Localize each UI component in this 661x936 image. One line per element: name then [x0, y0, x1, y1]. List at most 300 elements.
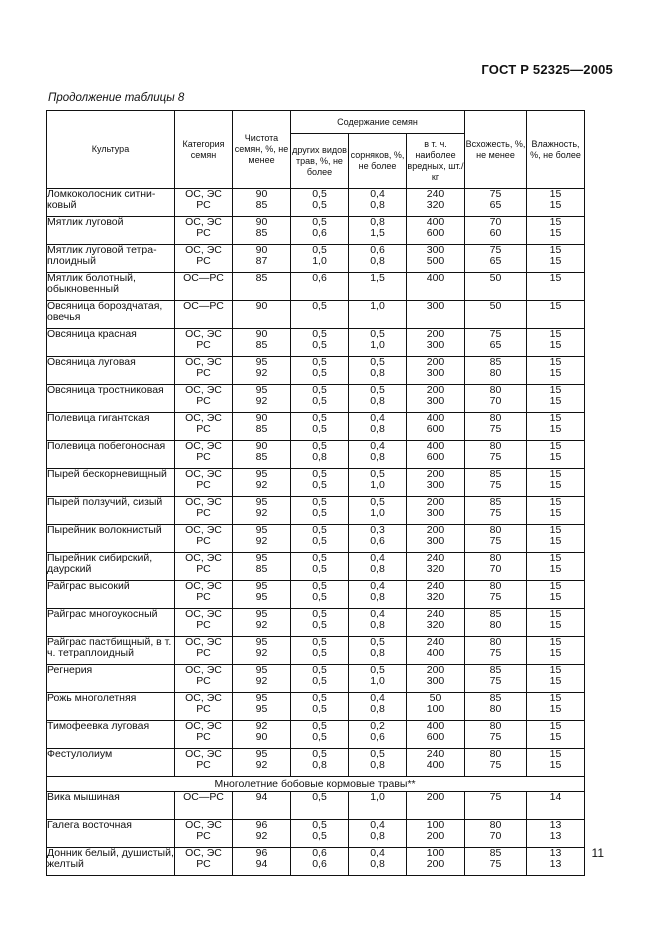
germination-value: 75 — [489, 535, 502, 547]
weeds-value: 1,0 — [370, 339, 385, 351]
moisture-value: 13 — [549, 858, 562, 870]
harmful-cell — [407, 609, 465, 637]
harmful-value: 300 — [426, 535, 445, 547]
germination-cell — [465, 721, 527, 749]
harmful-value: 200 — [426, 356, 445, 368]
weeds-value: 0,5 — [370, 664, 385, 676]
other-species-cell — [291, 749, 349, 777]
weeds-cell — [349, 665, 407, 693]
moisture-cell — [527, 792, 585, 820]
purity-cell — [233, 820, 291, 848]
germination-value: 70 — [489, 563, 502, 575]
category-value: РС — [196, 619, 211, 631]
harmful-value: 400 — [426, 216, 445, 228]
other-species-value: 0,5 — [312, 636, 327, 648]
harmful-cell — [407, 525, 465, 553]
category-cell — [175, 749, 233, 777]
moisture-cell — [527, 469, 585, 497]
culture-name: Овсяница красная — [47, 328, 137, 340]
category-cell — [175, 273, 233, 301]
culture-name: Райграс высокий — [47, 580, 130, 592]
harmful-value: 300 — [426, 479, 445, 491]
moisture-value: 15 — [549, 339, 562, 351]
category-value: РС — [196, 731, 211, 743]
category-value: ОС, ЭС — [185, 496, 222, 508]
germination-value: 80 — [489, 384, 502, 396]
purity-value: 95 — [255, 524, 268, 536]
harmful-value: 100 — [426, 819, 445, 831]
weeds-value: 0,8 — [370, 858, 385, 870]
other-species-cell — [291, 273, 349, 301]
purity-value: 95 — [255, 692, 268, 704]
culture-name-cell — [47, 469, 175, 497]
germination-cell — [465, 329, 527, 357]
germination-value: 75 — [489, 479, 502, 491]
culture-name-cell — [47, 441, 175, 469]
header-purity: Чистота семян, %, не менее — [233, 111, 291, 189]
category-value: РС — [196, 479, 211, 491]
header-weeds: сорняков, %, не более — [349, 134, 407, 189]
purity-value: 90 — [255, 328, 268, 340]
culture-name: Галега восточная — [47, 819, 132, 831]
purity-value: 92 — [255, 479, 268, 491]
moisture-value: 15 — [549, 731, 562, 743]
germination-value: 75 — [489, 791, 502, 803]
weeds-value: 0,4 — [370, 188, 385, 200]
weeds-value: 1,0 — [370, 791, 385, 803]
germination-value: 70 — [489, 216, 502, 228]
moisture-value: 13 — [549, 830, 562, 842]
category-value: ОС, ЭС — [185, 692, 222, 704]
moisture-value: 15 — [549, 619, 562, 631]
category-cell — [175, 469, 233, 497]
harmful-value: 200 — [426, 384, 445, 396]
table-row — [47, 273, 585, 301]
document-code: ГОСТ Р 52325—2005 — [481, 62, 613, 77]
purity-value: 85 — [255, 199, 268, 211]
other-species-value: 0,5 — [312, 412, 327, 424]
harmful-value: 240 — [426, 580, 445, 592]
germination-cell — [465, 637, 527, 665]
germination-cell — [465, 385, 527, 413]
moisture-value: 15 — [549, 356, 562, 368]
harmful-value: 320 — [426, 591, 445, 603]
culture-name-cell — [47, 301, 175, 329]
moisture-value: 15 — [549, 395, 562, 407]
germination-value: 75 — [489, 507, 502, 519]
harmful-value: 200 — [426, 468, 445, 480]
germination-cell — [465, 525, 527, 553]
purity-value: 95 — [255, 748, 268, 760]
other-species-value: 0,8 — [312, 759, 327, 771]
purity-cell — [233, 721, 291, 749]
purity-cell — [233, 637, 291, 665]
other-species-value: 0,5 — [312, 507, 327, 519]
header-seed-content: Содержание семян — [291, 111, 465, 134]
moisture-value: 15 — [549, 563, 562, 575]
harmful-value: 600 — [426, 227, 445, 239]
category-cell — [175, 609, 233, 637]
category-cell — [175, 301, 233, 329]
purity-value: 95 — [255, 580, 268, 592]
germination-value: 80 — [489, 524, 502, 536]
moisture-value: 15 — [549, 647, 562, 659]
other-species-value: 0,5 — [312, 535, 327, 547]
table-row — [47, 497, 585, 525]
weeds-value: 0,4 — [370, 440, 385, 452]
table-row — [47, 637, 585, 665]
moisture-cell — [527, 413, 585, 441]
culture-name-cell — [47, 609, 175, 637]
harmful-value: 240 — [426, 552, 445, 564]
table-row — [47, 217, 585, 245]
culture-name-cell — [47, 385, 175, 413]
purity-value: 90 — [255, 244, 268, 256]
moisture-value: 13 — [549, 819, 562, 831]
other-species-value: 0,6 — [312, 847, 327, 859]
category-value: ОС, ЭС — [185, 356, 222, 368]
other-species-value: 0,5 — [312, 384, 327, 396]
weeds-value: 0,5 — [370, 636, 385, 648]
other-species-value: 0,5 — [312, 440, 327, 452]
category-value: ОС, ЭС — [185, 636, 222, 648]
other-species-value: 0,5 — [312, 216, 327, 228]
purity-value: 95 — [255, 636, 268, 648]
header-germination: Всхожесть, %, не менее — [465, 111, 527, 189]
other-species-value: 0,5 — [312, 552, 327, 564]
weeds-value: 0,4 — [370, 819, 385, 831]
harmful-value: 600 — [426, 451, 445, 463]
culture-name-cell — [47, 637, 175, 665]
harmful-value: 320 — [426, 199, 445, 211]
weeds-cell — [349, 581, 407, 609]
weeds-value: 0,8 — [370, 703, 385, 715]
moisture-value: 15 — [549, 496, 562, 508]
other-species-value: 0,5 — [312, 720, 327, 732]
purity-cell — [233, 749, 291, 777]
purity-cell — [233, 413, 291, 441]
category-value: РС — [196, 507, 211, 519]
weeds-value: 0,5 — [370, 496, 385, 508]
other-species-cell — [291, 217, 349, 245]
purity-cell — [233, 792, 291, 820]
germination-cell — [465, 217, 527, 245]
other-species-cell — [291, 721, 349, 749]
culture-name: Полевица побегоносная — [47, 440, 166, 452]
weeds-value: 0,6 — [370, 535, 385, 547]
other-species-value: 0,5 — [312, 339, 327, 351]
purity-value: 95 — [255, 591, 268, 603]
culture-name: Ломкоколосник ситниковый — [47, 188, 156, 211]
culture-name-cell — [47, 581, 175, 609]
category-value: РС — [196, 591, 211, 603]
culture-name: Мятлик луговой — [47, 216, 124, 228]
culture-name: Мятлик болотный, обыкновенный — [47, 272, 136, 295]
moisture-value: 15 — [549, 524, 562, 536]
other-species-value: 0,5 — [312, 703, 327, 715]
category-cell — [175, 820, 233, 848]
germination-value: 75 — [489, 858, 502, 870]
culture-name: Райграс пастбищный, в т. ч. тетраплоидный — [47, 636, 172, 659]
moisture-value: 15 — [549, 608, 562, 620]
other-species-value: 0,5 — [312, 830, 327, 842]
purity-value: 85 — [255, 272, 268, 284]
weeds-value: 0,8 — [370, 395, 385, 407]
purity-cell — [233, 581, 291, 609]
harmful-cell — [407, 385, 465, 413]
moisture-value: 15 — [549, 440, 562, 452]
purity-cell — [233, 469, 291, 497]
harmful-cell — [407, 721, 465, 749]
weeds-value: 0,4 — [370, 847, 385, 859]
purity-value: 92 — [255, 535, 268, 547]
germination-value: 65 — [489, 255, 502, 267]
weeds-value: 0,8 — [370, 647, 385, 659]
purity-value: 92 — [255, 507, 268, 519]
germination-cell — [465, 189, 527, 217]
category-value: ОС, ЭС — [185, 216, 222, 228]
moisture-value: 15 — [549, 451, 562, 463]
other-species-value: 0,5 — [312, 675, 327, 687]
germination-value: 75 — [489, 188, 502, 200]
culture-name: Тимофеевка луговая — [47, 720, 150, 732]
culture-name-cell — [47, 357, 175, 385]
category-cell — [175, 385, 233, 413]
category-value: РС — [196, 339, 211, 351]
weeds-cell — [349, 792, 407, 820]
moisture-value: 15 — [549, 199, 562, 211]
germination-value: 75 — [489, 328, 502, 340]
purity-cell — [233, 497, 291, 525]
harmful-value: 50 — [429, 692, 442, 704]
germination-cell — [465, 749, 527, 777]
category-value: РС — [196, 227, 211, 239]
other-species-value: 0,5 — [312, 791, 327, 803]
other-species-value: 0,5 — [312, 395, 327, 407]
moisture-value: 15 — [549, 580, 562, 592]
germination-cell — [465, 357, 527, 385]
culture-name-cell — [47, 792, 175, 820]
category-value: РС — [196, 675, 211, 687]
purity-cell — [233, 525, 291, 553]
other-species-cell — [291, 497, 349, 525]
harmful-value: 200 — [426, 830, 445, 842]
category-cell — [175, 189, 233, 217]
weeds-value: 0,8 — [370, 830, 385, 842]
weeds-value: 0,6 — [370, 244, 385, 256]
weeds-cell — [349, 693, 407, 721]
table-row — [47, 749, 585, 777]
category-value: ОС, ЭС — [185, 664, 222, 676]
other-species-value: 0,5 — [312, 244, 327, 256]
other-species-cell — [291, 581, 349, 609]
germination-cell — [465, 581, 527, 609]
weeds-value: 0,8 — [370, 216, 385, 228]
culture-name: Райграс многоукосный — [47, 608, 158, 620]
other-species-value: 0,5 — [312, 664, 327, 676]
moisture-value: 15 — [549, 748, 562, 760]
culture-name-cell — [47, 217, 175, 245]
culture-name: Регнерия — [47, 664, 93, 676]
other-species-value: 0,5 — [312, 563, 327, 575]
weeds-cell — [349, 385, 407, 413]
weeds-cell — [349, 329, 407, 357]
header-culture: Культура — [47, 111, 175, 189]
category-value: ОС, ЭС — [185, 244, 222, 256]
moisture-cell — [527, 553, 585, 581]
weeds-cell — [349, 441, 407, 469]
germination-value: 70 — [489, 395, 502, 407]
purity-value: 96 — [255, 819, 268, 831]
weeds-value: 0,8 — [370, 451, 385, 463]
germination-value: 80 — [489, 636, 502, 648]
purity-cell — [233, 609, 291, 637]
culture-name-cell — [47, 693, 175, 721]
culture-name-cell — [47, 329, 175, 357]
other-species-cell — [291, 469, 349, 497]
harmful-value: 400 — [426, 272, 445, 284]
weeds-cell — [349, 301, 407, 329]
harmful-cell — [407, 469, 465, 497]
culture-name-cell — [47, 665, 175, 693]
weeds-cell — [349, 553, 407, 581]
weeds-value: 0,5 — [370, 356, 385, 368]
purity-value: 87 — [255, 255, 268, 267]
harmful-value: 400 — [426, 720, 445, 732]
category-value: ОС, ЭС — [185, 608, 222, 620]
purity-cell — [233, 217, 291, 245]
harmful-value: 300 — [426, 339, 445, 351]
purity-cell — [233, 665, 291, 693]
category-cell — [175, 553, 233, 581]
harmful-value: 300 — [426, 300, 445, 312]
harmful-value: 240 — [426, 748, 445, 760]
germination-cell — [465, 441, 527, 469]
moisture-cell — [527, 581, 585, 609]
weeds-value: 0,4 — [370, 552, 385, 564]
category-value: ОС—РС — [183, 791, 224, 803]
category-value: РС — [196, 451, 211, 463]
germination-value: 75 — [489, 423, 502, 435]
purity-cell — [233, 357, 291, 385]
moisture-value: 15 — [549, 468, 562, 480]
germination-cell — [465, 497, 527, 525]
purity-cell — [233, 385, 291, 413]
table-row — [47, 553, 585, 581]
harmful-cell — [407, 329, 465, 357]
table-row — [47, 189, 585, 217]
category-value: РС — [196, 703, 211, 715]
weeds-value: 0,5 — [370, 328, 385, 340]
culture-name: Вика мышиная — [47, 791, 120, 803]
harmful-value: 200 — [426, 524, 445, 536]
weeds-cell — [349, 245, 407, 273]
culture-name: Мятлик луговой тетраплоидный — [47, 244, 157, 267]
harmful-value: 200 — [426, 791, 445, 803]
germination-cell — [465, 665, 527, 693]
moisture-value: 15 — [549, 720, 562, 732]
germination-value: 85 — [489, 664, 502, 676]
harmful-cell — [407, 189, 465, 217]
purity-cell — [233, 301, 291, 329]
moisture-cell — [527, 820, 585, 848]
category-value: РС — [196, 423, 211, 435]
culture-name: Пырей ползучий, сизый — [47, 496, 163, 508]
harmful-cell — [407, 217, 465, 245]
harmful-cell — [407, 820, 465, 848]
germination-value: 50 — [489, 300, 502, 312]
moisture-value: 15 — [549, 535, 562, 547]
table-row — [47, 525, 585, 553]
purity-value: 92 — [255, 647, 268, 659]
category-value: ОС, ЭС — [185, 720, 222, 732]
germination-cell — [465, 301, 527, 329]
other-species-cell — [291, 553, 349, 581]
moisture-value: 15 — [549, 272, 562, 284]
purity-value: 95 — [255, 384, 268, 396]
category-value: РС — [196, 535, 211, 547]
moisture-cell — [527, 273, 585, 301]
table-row — [47, 357, 585, 385]
harmful-cell — [407, 749, 465, 777]
moisture-value: 15 — [549, 692, 562, 704]
weeds-cell — [349, 497, 407, 525]
weeds-value: 0,8 — [370, 367, 385, 379]
germination-value: 60 — [489, 227, 502, 239]
culture-name: Овсяница луговая — [47, 356, 136, 368]
weeds-value: 0,2 — [370, 720, 385, 732]
purity-value: 85 — [255, 339, 268, 351]
category-cell — [175, 413, 233, 441]
table-row — [47, 329, 585, 357]
other-species-cell — [291, 301, 349, 329]
moisture-cell — [527, 525, 585, 553]
category-value: ОС, ЭС — [185, 524, 222, 536]
purity-value: 90 — [255, 440, 268, 452]
other-species-value: 0,5 — [312, 188, 327, 200]
weeds-cell — [349, 413, 407, 441]
category-value: ОС, ЭС — [185, 328, 222, 340]
table-row — [47, 469, 585, 497]
purity-value: 90 — [255, 731, 268, 743]
weeds-value: 0,8 — [370, 563, 385, 575]
germination-cell — [465, 609, 527, 637]
category-value: РС — [196, 199, 211, 211]
purity-value: 94 — [255, 791, 268, 803]
other-species-cell — [291, 637, 349, 665]
category-value: РС — [196, 395, 211, 407]
culture-name: Донник белый, душистый, желтый — [47, 847, 174, 870]
moisture-cell — [527, 721, 585, 749]
moisture-value: 15 — [549, 664, 562, 676]
purity-value: 92 — [255, 367, 268, 379]
purity-value: 90 — [255, 216, 268, 228]
germination-value: 65 — [489, 199, 502, 211]
harmful-value: 600 — [426, 423, 445, 435]
harmful-value: 300 — [426, 244, 445, 256]
purity-value: 92 — [255, 619, 268, 631]
harmful-cell — [407, 581, 465, 609]
category-cell — [175, 525, 233, 553]
germination-value: 75 — [489, 647, 502, 659]
moisture-value: 13 — [549, 847, 562, 859]
culture-name: Полевица гигантская — [47, 412, 150, 424]
purity-cell — [233, 245, 291, 273]
weeds-cell — [349, 637, 407, 665]
table-row — [47, 693, 585, 721]
harmful-value: 320 — [426, 619, 445, 631]
other-species-cell — [291, 245, 349, 273]
